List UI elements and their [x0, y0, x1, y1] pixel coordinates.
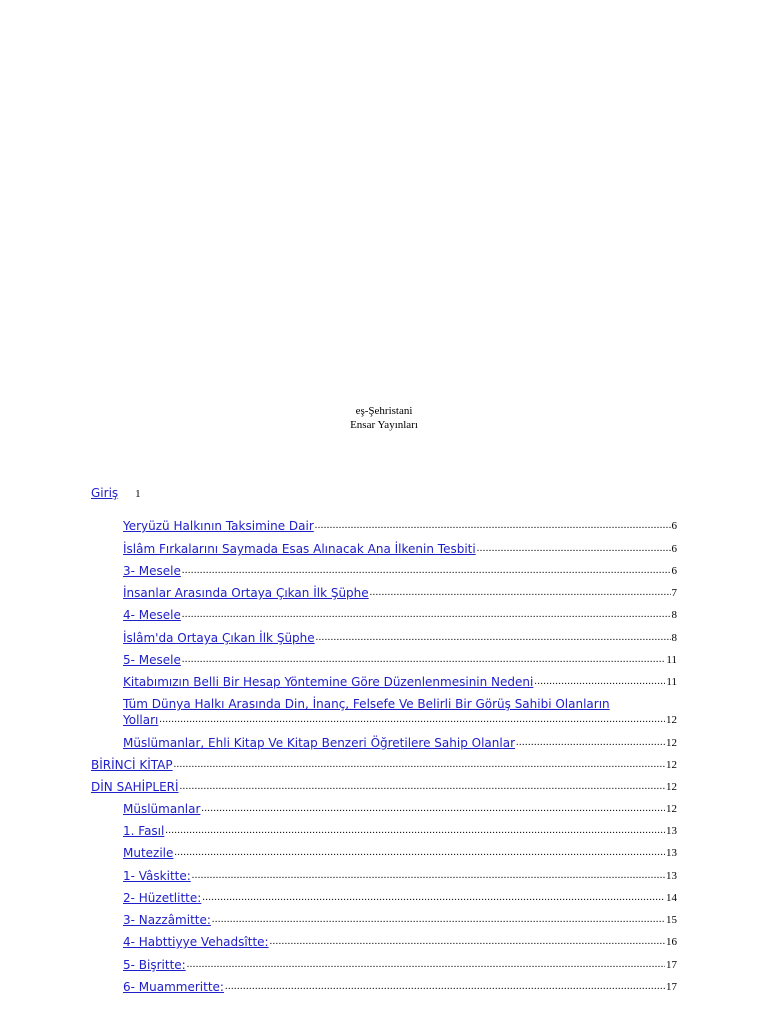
toc-entry[interactable]	[91, 758, 677, 772]
toc-page-number: 6	[671, 565, 677, 577]
toc-entry-title[interactable]: Kitabımızın Belli Bir Hesap Yöntemine Göre Düzenlenmesinin Nedeni	[123, 675, 534, 689]
toc-entry[interactable]	[123, 980, 677, 994]
toc-page-number: 12	[666, 759, 677, 771]
toc-entry-title[interactable]: 5- Bişritte:	[123, 958, 186, 972]
toc-entry[interactable]	[123, 519, 677, 533]
leader-dots	[534, 675, 665, 689]
toc-entry-title[interactable]: 2- Hüzetlitte:	[123, 891, 202, 905]
toc-entry-title[interactable]: 4- Mesele	[123, 608, 181, 622]
leader-dots	[202, 891, 665, 905]
leader-dots	[192, 869, 665, 883]
toc-entry[interactable]	[123, 869, 677, 883]
toc-entry-title[interactable]: Yeryüzü Halkının Taksimine Dair	[123, 519, 314, 533]
toc-entry-title[interactable]: DİN SAHİPLERİ	[91, 780, 179, 794]
toc-entry-title[interactable]: İnsanlar Arasında Ortaya Çıkan İlk Şüphe	[123, 586, 369, 600]
toc-entry[interactable]	[123, 846, 677, 860]
leader-dots	[315, 519, 671, 533]
toc-entry-title-line1[interactable]: Tüm Dünya Halkı Arasında Din, İnanç, Felsefe Ve Belirli Bir Görüş Sahibi Olanların	[123, 697, 610, 711]
leader-dots	[370, 586, 671, 600]
toc-entry[interactable]	[123, 675, 677, 689]
leader-dots	[182, 564, 671, 578]
toc-page-number: 15	[666, 914, 677, 926]
leader-dots	[212, 913, 665, 927]
toc-entry[interactable]	[123, 586, 677, 600]
leader-dots	[201, 802, 665, 816]
toc-page-number: 11	[666, 676, 677, 688]
toc-entry[interactable]	[123, 631, 677, 645]
leader-dots	[270, 935, 665, 949]
toc-entry[interactable]	[123, 935, 677, 949]
toc-page-number: 8	[671, 632, 677, 644]
toc-page-number: 12	[666, 737, 677, 749]
toc-entry-title[interactable]: Giriş	[91, 486, 119, 500]
leader-dots	[174, 758, 665, 772]
toc-entry[interactable]	[123, 542, 677, 556]
toc-entry[interactable]	[123, 913, 677, 927]
toc-entry[interactable]	[123, 958, 677, 972]
toc-entry-title[interactable]: Müslümanlar, Ehli Kitap Ve Kitap Benzeri Öğretilere Sahip Olanlar	[123, 736, 516, 750]
toc-entry-title[interactable]: İslâm'da Ortaya Çıkan İlk Şüphe	[123, 631, 315, 645]
leader-dots	[477, 542, 671, 556]
toc-page-number: 12	[666, 781, 677, 793]
toc-entry[interactable]	[123, 608, 677, 622]
leader-dots	[225, 980, 665, 994]
publisher-name: Ensar Yayınları	[350, 419, 418, 431]
toc-page-number: 12	[666, 714, 677, 726]
toc-page-number: 13	[666, 847, 677, 859]
toc-entry[interactable]	[123, 653, 677, 667]
toc-entry-title[interactable]: 3- Nazzâmitte:	[123, 913, 211, 927]
toc-entry-title[interactable]: 1. Fasıl	[123, 824, 165, 838]
toc-page-number: 6	[671, 543, 677, 555]
toc-page-number: 17	[666, 959, 677, 971]
toc-page-number: 13	[666, 825, 677, 837]
toc-entry-title[interactable]: 4- Habttiyye Vehadsîtte:	[123, 935, 269, 949]
leader-dots	[180, 780, 665, 794]
toc-page-number: 7	[671, 587, 677, 599]
toc-page-number: 1	[135, 488, 141, 500]
toc-entry-title[interactable]: 5- Mesele	[123, 653, 181, 667]
leader-dots	[182, 653, 666, 667]
toc-entry-title[interactable]: 6- Muammeritte:	[123, 980, 224, 994]
toc-entry[interactable]	[91, 780, 677, 794]
toc-entry-title-line2[interactable]: Yolları	[123, 713, 159, 727]
toc-page-number: 16	[666, 936, 677, 948]
toc-entry-title[interactable]: 3- Mesele	[123, 564, 181, 578]
toc-entry-title[interactable]: Mutezile	[123, 846, 174, 860]
toc-page-number: 14	[666, 892, 677, 904]
toc-entry[interactable]	[123, 824, 677, 838]
toc-entry[interactable]	[123, 802, 677, 816]
leader-dots	[516, 736, 665, 750]
toc-entry[interactable]	[123, 891, 677, 905]
leader-dots	[165, 824, 665, 838]
leader-dots	[182, 608, 671, 622]
toc-entry-title[interactable]: İslâm Fırkalarını Saymada Esas Alınacak Ana İlkenin Tesbiti	[123, 542, 476, 556]
toc-entry-title[interactable]: BİRİNCİ KİTAP	[91, 758, 173, 772]
leader-dots	[174, 846, 665, 860]
leader-dots	[187, 958, 665, 972]
toc-entry-title[interactable]: Müslümanlar	[123, 802, 201, 816]
toc-page-number: 12	[666, 803, 677, 815]
author-name: eş-Şehristani	[355, 405, 413, 417]
toc-page-number: 11	[666, 654, 677, 666]
toc-page-number: 13	[666, 870, 677, 882]
toc-entry[interactable]	[123, 564, 677, 578]
toc-entry[interactable]	[123, 713, 677, 727]
toc-page-number: 6	[671, 520, 677, 532]
toc-page-number: 8	[671, 609, 677, 621]
toc-entry[interactable]	[123, 736, 677, 750]
leader-dots	[159, 713, 665, 727]
toc-entry-title[interactable]: 1- Vâskitte:	[123, 869, 191, 883]
leader-dots	[316, 631, 671, 645]
toc-page-number: 17	[666, 981, 677, 993]
